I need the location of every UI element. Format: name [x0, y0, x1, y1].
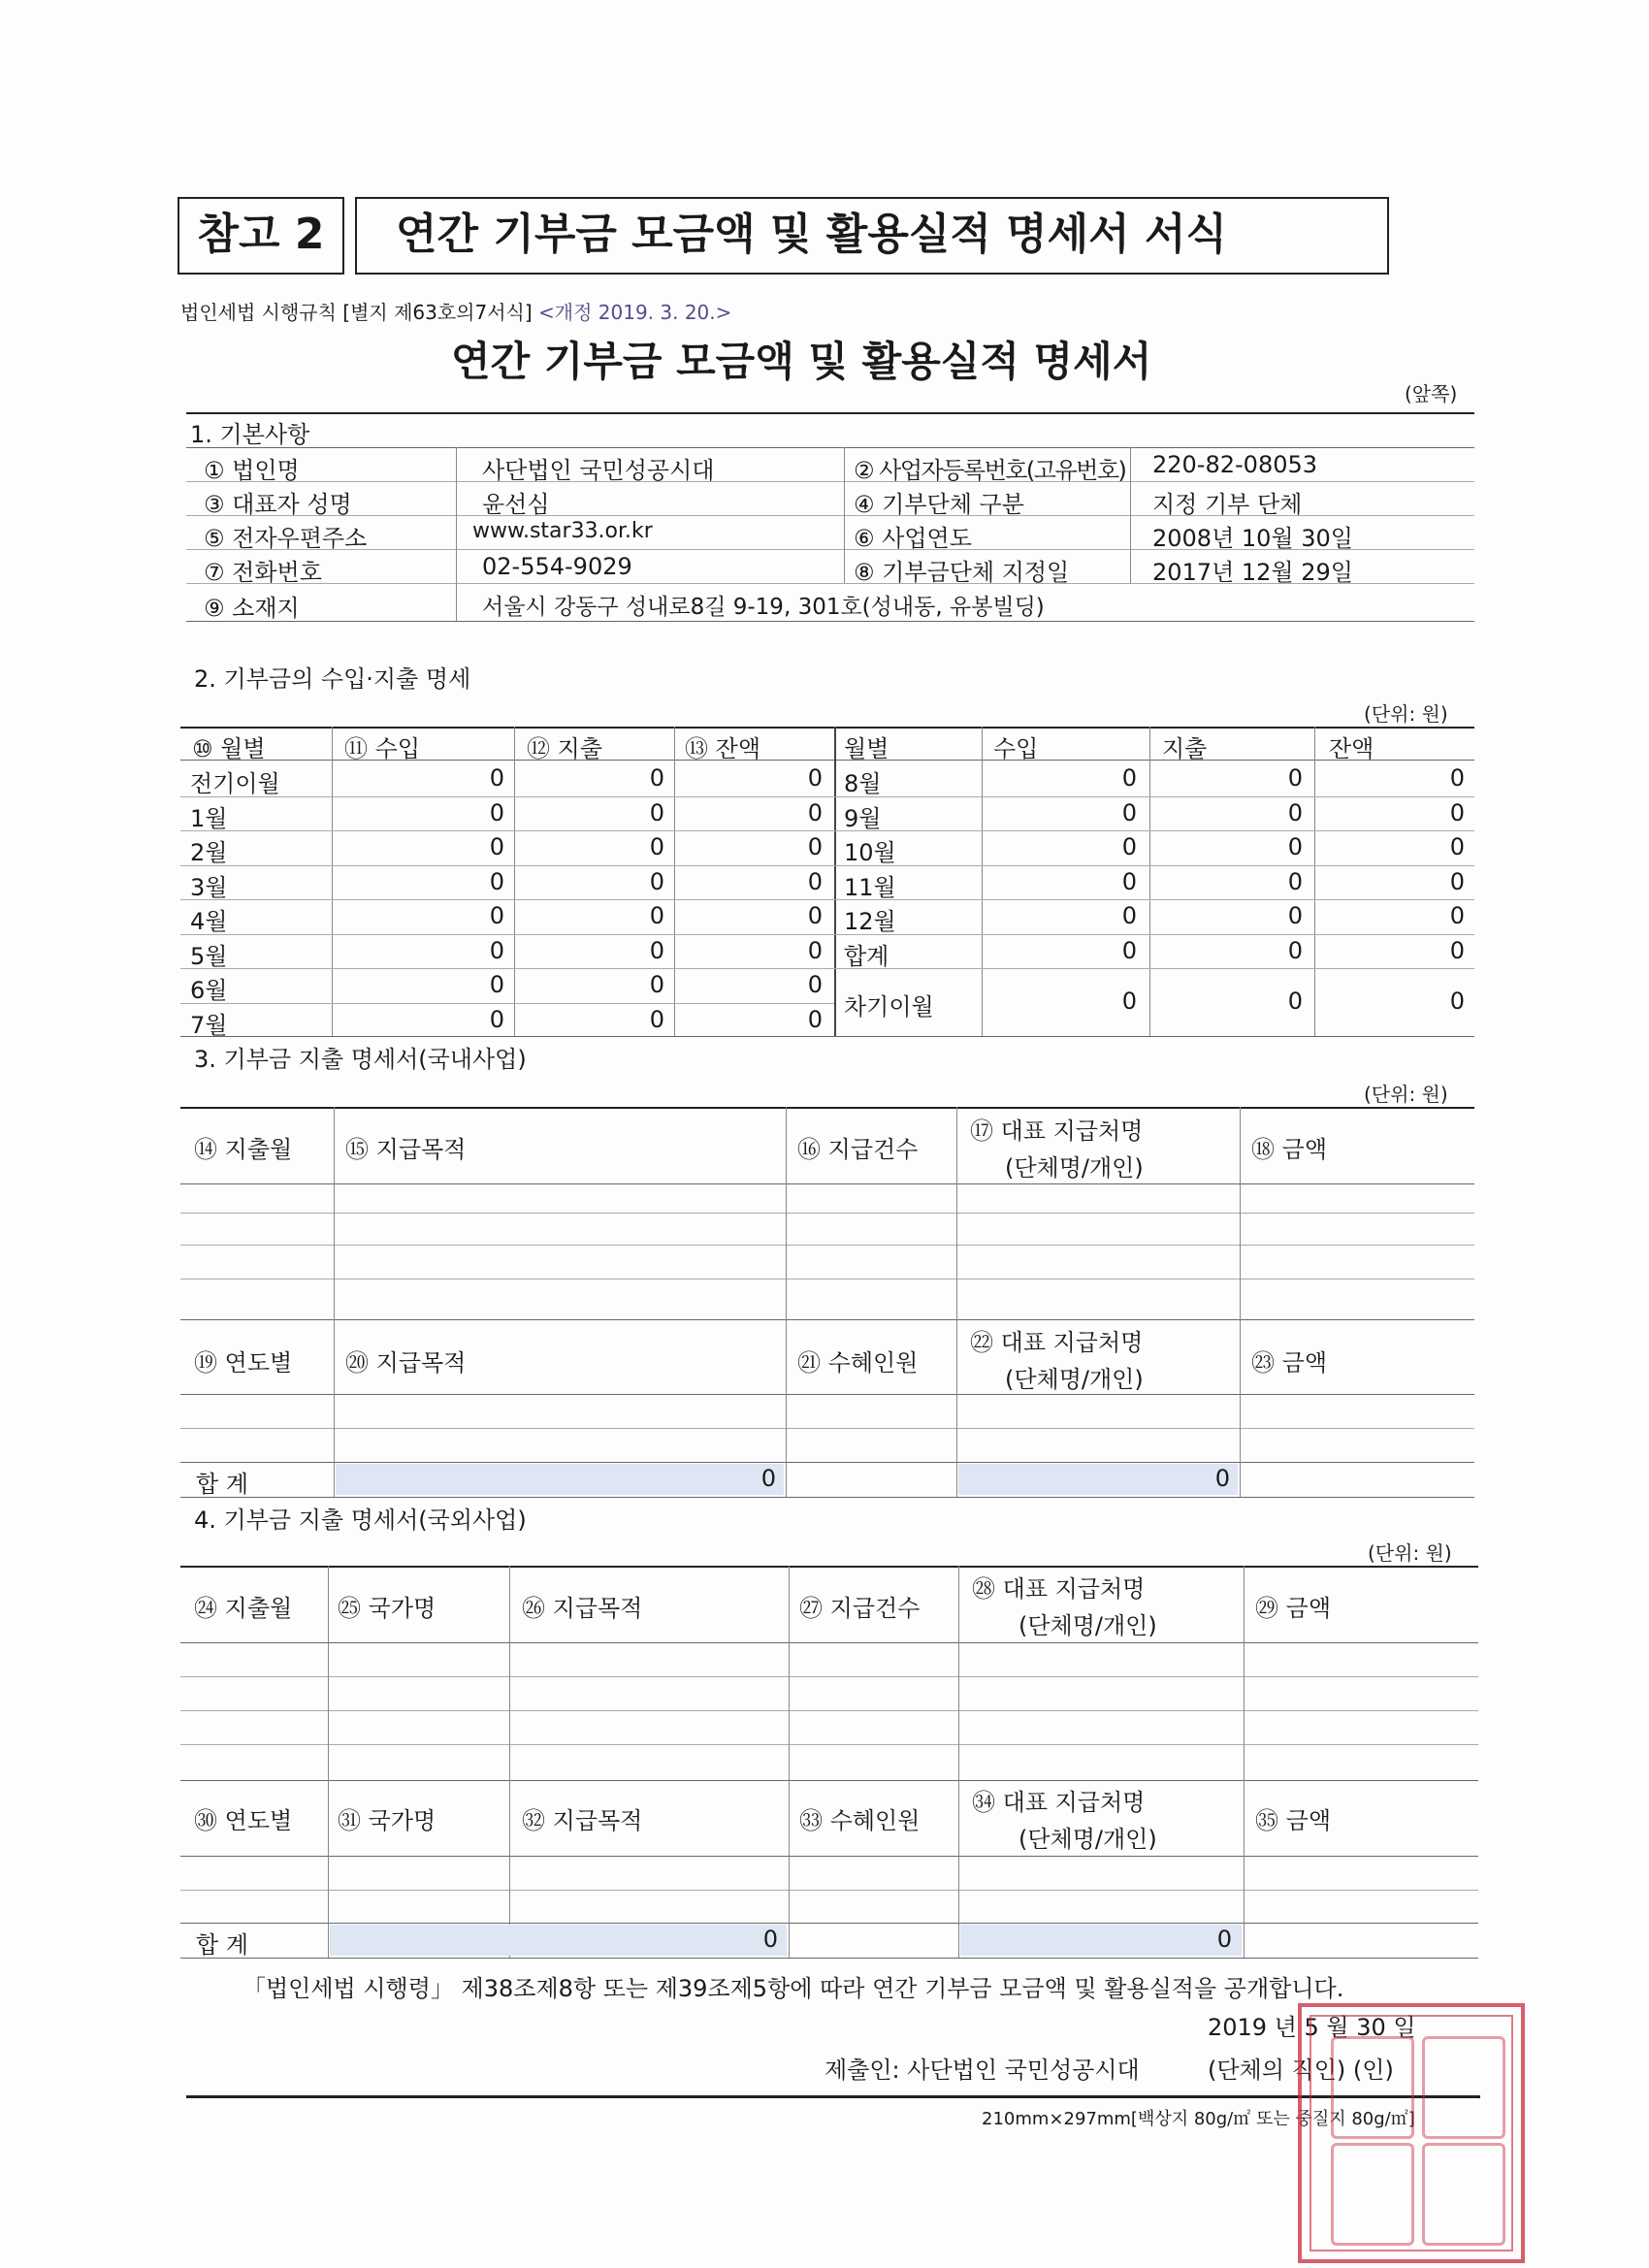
donor-type-label: ④ 기부단체 구분 [854, 491, 1024, 518]
s3-col-beneficiaries: ㉑ 수혜인원 [797, 1349, 919, 1377]
s3-col-purpose: ⑮ 지급목적 [345, 1136, 467, 1163]
col-expense-2: 지출 [1162, 735, 1208, 762]
s2-right-month: 12월 [844, 908, 896, 935]
s2-right-income: 0 [1121, 867, 1137, 895]
s3-col-recipient-sub-2: (단체명/개인) [1005, 1366, 1144, 1393]
s4-col-month: ㉔ 지출월 [194, 1595, 293, 1622]
s2-left-balance: 0 [807, 902, 823, 929]
disclosure-statement: 「법인세법 시행령」 제38조제8항 또는 제39조제5항에 따라 연간 기부금 모금액 및 활용실적을 공개합니다. [242, 1975, 1344, 2002]
title-label: 연간 기부금 모금액 및 활용실적 명세서 서식 [396, 210, 1227, 259]
s2-left-expense: 0 [649, 1005, 664, 1033]
corp-name-value: 사단법인 국민성공시대 [482, 457, 715, 484]
s2-left-income: 0 [489, 798, 504, 826]
s2-left-month: 5월 [190, 942, 228, 970]
s4-col-country-2: ㉛ 국가명 [338, 1807, 436, 1834]
s2-right-expense: 0 [1287, 867, 1303, 895]
seal-signature: (단체의 직인) (인) [1208, 2057, 1394, 2084]
s2-left-expense: 0 [649, 798, 664, 826]
s2-right-balance: 0 [1449, 764, 1465, 792]
s2-right-expense: 0 [1287, 764, 1303, 792]
s2-left-balance: 0 [807, 936, 823, 964]
s4-col-country: ㉕ 국가명 [338, 1595, 436, 1622]
form-reference: 법인세법 시행규칙 [별지 제63호의7서식] <개정 2019. 3. 20.> [180, 301, 732, 324]
s2-left-income: 0 [489, 1005, 504, 1033]
s2-right-balance: 0 [1449, 988, 1465, 1015]
s2-right-balance: 0 [1449, 902, 1465, 929]
address-value: 서울시 강동구 성내로8길 9-19, 301호(성내동, 유봉빌딩) [482, 595, 1045, 620]
s3-col-year: ⑲ 연도별 [194, 1349, 293, 1377]
address-label: ⑨ 소재지 [204, 595, 300, 622]
col-income: ⑪ 수입 [344, 735, 420, 762]
s2-right-month: 10월 [844, 839, 896, 866]
s2-left-income: 0 [489, 936, 504, 964]
s2-left-expense: 0 [649, 971, 664, 998]
reference-box [178, 197, 344, 275]
section3-title: 3. 기부금 지출 명세서(국내사업) [194, 1046, 527, 1073]
s2-left-income: 0 [489, 867, 504, 895]
s2-left-balance: 0 [807, 798, 823, 826]
s2-right-income: 0 [1121, 798, 1137, 826]
s2-left-expense: 0 [649, 833, 664, 860]
s2-left-month: 2월 [190, 839, 228, 866]
col-income-2: 수입 [993, 735, 1039, 762]
s2-right-month: 8월 [844, 770, 882, 797]
s2-right-expense: 0 [1287, 988, 1303, 1015]
designation-date-value: 2017년 12월 29일 [1152, 559, 1353, 586]
s2-left-month: 3월 [190, 873, 228, 901]
section4-unit: (단위: 원) [1368, 1541, 1452, 1565]
s2-left-balance: 0 [807, 833, 823, 860]
email-value: www.star33.or.kr [472, 519, 653, 543]
s2-right-expense: 0 [1287, 902, 1303, 929]
document-title: 연간 기부금 모금액 및 활용실적 명세서 [451, 338, 1152, 385]
s4-col-purpose-2: ㉜ 지급목적 [522, 1807, 643, 1834]
donor-type-value: 지정 기부 단체 [1152, 491, 1303, 518]
fiscal-year-value: 2008년 10월 30일 [1152, 525, 1353, 552]
section3-unit: (단위: 원) [1364, 1083, 1448, 1106]
s2-left-expense: 0 [649, 936, 664, 964]
s2-left-balance: 0 [807, 971, 823, 998]
s2-left-month: 4월 [190, 908, 228, 935]
col-month: ⑩ 월별 [192, 735, 266, 762]
s2-left-month: 1월 [190, 804, 228, 832]
s2-left-expense: 0 [649, 764, 664, 792]
s4-total-label: 합 계 [196, 1931, 248, 1959]
s2-right-month: 11월 [844, 873, 896, 901]
title-box [355, 197, 1389, 275]
s2-right-income: 0 [1121, 833, 1137, 860]
s4-col-purpose: ㉖ 지급목적 [522, 1595, 643, 1622]
s4-col-beneficiaries: ㉝ 수혜인원 [799, 1807, 921, 1834]
s2-right-expense: 0 [1287, 833, 1303, 860]
s2-right-month: 합계 [844, 942, 889, 970]
s4-col-amount-2: ㉟ 금액 [1255, 1807, 1331, 1834]
s4-col-recipient: ㉘ 대표 지급처명 [972, 1575, 1146, 1603]
phone-label: ⑦ 전화번호 [204, 559, 322, 586]
s2-right-balance: 0 [1449, 798, 1465, 826]
s3-col-amount: ⑱ 금액 [1251, 1136, 1327, 1163]
phone-value: 02-554-9029 [482, 553, 632, 580]
s3-total-b: 0 [1214, 1465, 1230, 1492]
submission-date: 2019 년 5 월 30 일 [1208, 2014, 1416, 2041]
s2-right-income: 0 [1121, 902, 1137, 929]
s2-right-income: 0 [1121, 936, 1137, 964]
s4-col-recipient-sub: (단체명/개인) [1018, 1612, 1157, 1639]
s2-right-month: 차기이월 [844, 993, 934, 1021]
paper-spec: 210mm×297mm[백상지 80g/㎡ 또는 중질지 80g/㎡] [982, 2109, 1415, 2129]
designation-date-label: ⑧ 기부금단체 지정일 [854, 559, 1070, 586]
fiscal-year-label: ⑥ 사업연도 [854, 525, 972, 552]
s3-col-amount-2: ㉓ 금액 [1251, 1349, 1327, 1377]
official-seal-stamp [1298, 2003, 1525, 2263]
s2-right-month: 9월 [844, 804, 882, 832]
s4-col-count: ㉗ 지급건수 [799, 1595, 921, 1622]
s2-left-month: 전기이월 [190, 770, 280, 797]
reference-label: 참고 2 [197, 210, 325, 259]
s2-left-month: 6월 [190, 977, 228, 1004]
revision-note: <개정 2019. 3. 20.> [538, 301, 732, 324]
biz-number-label: ② 사업자등록번호(고유번호) [854, 457, 1126, 484]
s3-col-month: ⑭ 지출월 [194, 1136, 293, 1163]
section4-title: 4. 기부금 지출 명세서(국외사업) [194, 1507, 527, 1534]
s2-left-expense: 0 [649, 902, 664, 929]
s4-col-amount: ㉙ 금액 [1255, 1595, 1331, 1622]
s2-left-income: 0 [489, 833, 504, 860]
front-page-mark: (앞쪽) [1405, 382, 1458, 405]
s4-total-a: 0 [762, 1926, 778, 1953]
s4-col-recipient-sub-2: (단체명/개인) [1018, 1826, 1157, 1853]
col-balance-2: 잔액 [1329, 735, 1374, 762]
col-month-2: 월별 [844, 735, 889, 762]
s3-total-label: 합 계 [196, 1471, 248, 1498]
s3-col-recipient-2: ㉒ 대표 지급처명 [970, 1329, 1144, 1356]
s2-left-income: 0 [489, 902, 504, 929]
s3-col-recipient: ⑰ 대표 지급처명 [970, 1118, 1144, 1145]
s2-left-month: 7월 [190, 1011, 228, 1039]
s4-total-b: 0 [1216, 1926, 1232, 1953]
s2-left-expense: 0 [649, 867, 664, 895]
s2-right-balance: 0 [1449, 867, 1465, 895]
corp-name-label: ① 법인명 [204, 457, 300, 484]
s2-right-income: 0 [1121, 988, 1137, 1015]
s2-left-income: 0 [489, 764, 504, 792]
s2-right-income: 0 [1121, 764, 1137, 792]
email-label: ⑤ 전자우편주소 [204, 525, 368, 552]
section1-title: 1. 기본사항 [190, 421, 310, 448]
biz-number-value: 220-82-08053 [1152, 451, 1318, 478]
s2-left-income: 0 [489, 971, 504, 998]
col-balance: ⑬ 잔액 [685, 735, 760, 762]
section2-title: 2. 기부금의 수입·지출 명세 [194, 665, 471, 693]
s3-total-a: 0 [760, 1465, 776, 1492]
s3-col-purpose-2: ⑳ 지급목적 [345, 1349, 467, 1377]
submitter: 제출인: 사단법인 국민성공시대 [824, 2057, 1140, 2084]
s3-col-recipient-sub: (단체명/개인) [1005, 1154, 1144, 1182]
s2-right-balance: 0 [1449, 833, 1465, 860]
s4-col-recipient-2: ㉞ 대표 지급처명 [972, 1789, 1146, 1816]
section2-unit: (단위: 원) [1364, 702, 1448, 726]
s2-left-balance: 0 [807, 867, 823, 895]
s3-col-count: ⑯ 지급건수 [797, 1136, 919, 1163]
s2-right-expense: 0 [1287, 798, 1303, 826]
col-expense: ⑫ 지출 [527, 735, 602, 762]
s2-right-expense: 0 [1287, 936, 1303, 964]
s2-left-balance: 0 [807, 764, 823, 792]
s2-right-balance: 0 [1449, 936, 1465, 964]
s4-col-year: ㉚ 연도별 [194, 1807, 293, 1834]
ceo-label: ③ 대표자 성명 [204, 491, 352, 518]
ceo-value: 윤선심 [482, 491, 550, 518]
s2-left-balance: 0 [807, 1005, 823, 1033]
